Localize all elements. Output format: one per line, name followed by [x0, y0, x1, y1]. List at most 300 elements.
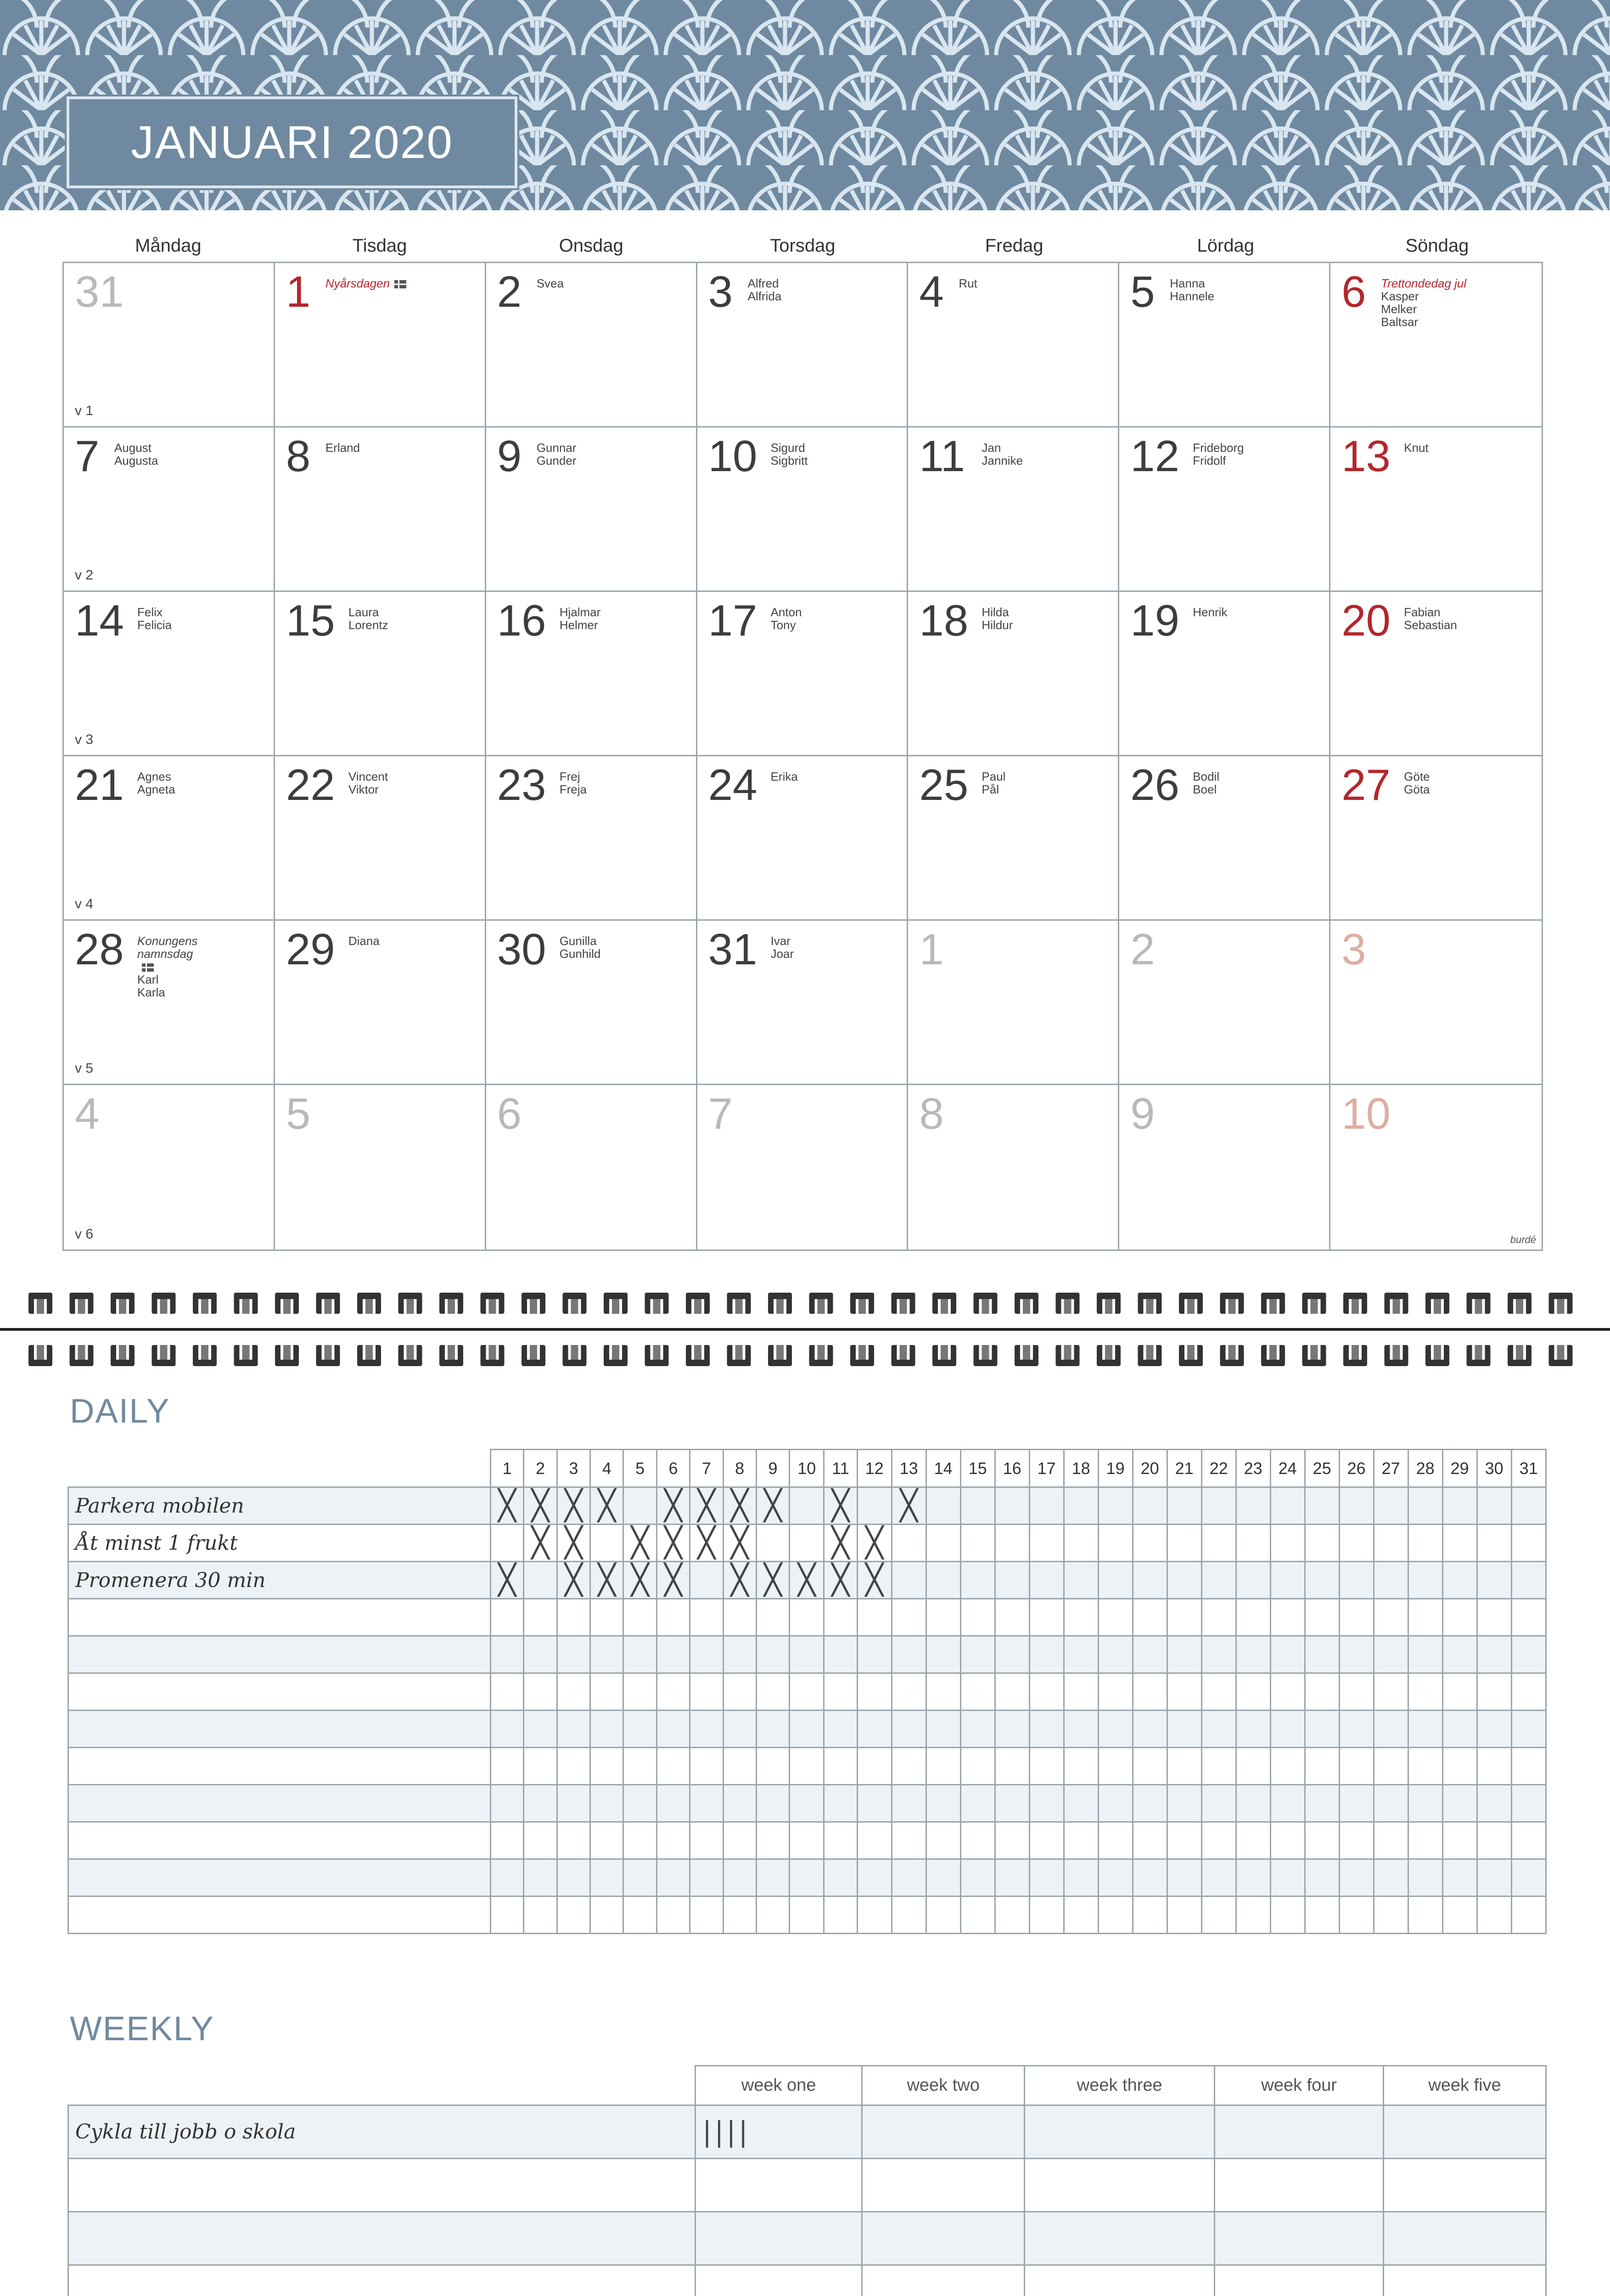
- day-cell[interactable]: [1330, 263, 1542, 428]
- habit-check-cell[interactable]: [656, 1822, 690, 1859]
- tally-cell[interactable]: [1384, 2159, 1546, 2212]
- habit-check-cell[interactable]: [756, 1673, 789, 1711]
- habit-check-cell[interactable]: [690, 1525, 723, 1562]
- day-cell[interactable]: [697, 592, 909, 756]
- tally-cell[interactable]: [1215, 2212, 1384, 2265]
- habit-check-cell[interactable]: [1270, 1785, 1305, 1822]
- habit-check-cell[interactable]: [824, 1636, 857, 1673]
- habit-check-cell[interactable]: [1167, 1896, 1201, 1934]
- habit-check-cell[interactable]: [1477, 1673, 1511, 1711]
- habit-check-cell[interactable]: [790, 1599, 824, 1636]
- habit-check-cell[interactable]: [1408, 1673, 1442, 1711]
- habit-check-cell[interactable]: [1374, 1673, 1408, 1711]
- habit-check-cell[interactable]: [1305, 1636, 1339, 1673]
- habit-check-cell[interactable]: [557, 1636, 590, 1673]
- habit-check-cell[interactable]: [524, 1673, 557, 1711]
- habit-check-cell[interactable]: [756, 1896, 789, 1934]
- habit-label[interactable]: Åt minst 1 frukt: [68, 1525, 491, 1562]
- habit-check-cell[interactable]: [1098, 1599, 1133, 1636]
- habit-check-cell[interactable]: [1511, 1896, 1546, 1934]
- habit-check-cell[interactable]: [1442, 1785, 1477, 1822]
- habit-check-cell[interactable]: [1167, 1711, 1201, 1748]
- habit-check-cell[interactable]: [926, 1636, 960, 1673]
- habit-check-cell[interactable]: [623, 1487, 656, 1525]
- habit-check-cell[interactable]: [1305, 1748, 1339, 1785]
- tally-cell[interactable]: [696, 2265, 862, 2296]
- habit-check-cell[interactable]: [723, 1599, 756, 1636]
- day-cell[interactable]: [697, 921, 909, 1085]
- habit-check-cell[interactable]: [1374, 1859, 1408, 1896]
- habit-check-cell[interactable]: [690, 1896, 723, 1934]
- habit-check-cell[interactable]: [1167, 1785, 1201, 1822]
- habit-check-cell[interactable]: [790, 1748, 824, 1785]
- habit-label[interactable]: [68, 1599, 491, 1636]
- habit-label[interactable]: Promenera 30 min: [68, 1562, 491, 1599]
- habit-check-cell[interactable]: [1270, 1896, 1305, 1934]
- habit-check-cell[interactable]: [524, 1525, 557, 1562]
- tally-cell[interactable]: [1215, 2105, 1384, 2159]
- day-cell[interactable]: [486, 263, 697, 428]
- habit-check-cell[interactable]: [491, 1636, 524, 1673]
- habit-check-cell[interactable]: [995, 1896, 1029, 1934]
- habit-check-cell[interactable]: [1133, 1859, 1167, 1896]
- habit-check-cell[interactable]: [1408, 1896, 1442, 1934]
- habit-check-cell[interactable]: [1408, 1711, 1442, 1748]
- habit-check-cell[interactable]: [491, 1896, 524, 1934]
- habit-check-cell[interactable]: [960, 1599, 995, 1636]
- habit-check-cell[interactable]: [690, 1859, 723, 1896]
- habit-check-cell[interactable]: [960, 1636, 995, 1673]
- habit-check-cell[interactable]: [590, 1599, 623, 1636]
- habit-check-cell[interactable]: [524, 1859, 557, 1896]
- habit-check-cell[interactable]: [1374, 1822, 1408, 1859]
- tally-cell[interactable]: [862, 2212, 1025, 2265]
- day-cell[interactable]: [64, 921, 275, 1085]
- habit-check-cell[interactable]: [656, 1896, 690, 1934]
- habit-check-cell[interactable]: [926, 1525, 960, 1562]
- day-cell[interactable]: [697, 263, 909, 428]
- habit-check-cell[interactable]: [790, 1711, 824, 1748]
- habit-check-cell[interactable]: [1236, 1487, 1270, 1525]
- habit-check-cell[interactable]: [690, 1599, 723, 1636]
- habit-check-cell[interactable]: [1477, 1562, 1511, 1599]
- habit-check-cell[interactable]: [1236, 1525, 1270, 1562]
- habit-check-cell[interactable]: [623, 1748, 656, 1785]
- habit-label[interactable]: [68, 1711, 491, 1748]
- habit-check-cell[interactable]: [1064, 1896, 1098, 1934]
- day-cell[interactable]: [1119, 756, 1330, 921]
- habit-check-cell[interactable]: [1133, 1748, 1167, 1785]
- habit-check-cell[interactable]: [892, 1748, 926, 1785]
- habit-check-cell[interactable]: [1167, 1822, 1201, 1859]
- habit-check-cell[interactable]: [1339, 1487, 1374, 1525]
- habit-check-cell[interactable]: [892, 1711, 926, 1748]
- habit-check-cell[interactable]: [995, 1525, 1029, 1562]
- habit-check-cell[interactable]: [1442, 1859, 1477, 1896]
- habit-check-cell[interactable]: [892, 1896, 926, 1934]
- habit-check-cell[interactable]: [857, 1525, 892, 1562]
- habit-check-cell[interactable]: [1270, 1859, 1305, 1896]
- habit-check-cell[interactable]: [557, 1673, 590, 1711]
- habit-check-cell[interactable]: [857, 1896, 892, 1934]
- habit-check-cell[interactable]: [690, 1673, 723, 1711]
- habit-check-cell[interactable]: [824, 1711, 857, 1748]
- habit-check-cell[interactable]: [623, 1525, 656, 1562]
- habit-check-cell[interactable]: [491, 1711, 524, 1748]
- habit-check-cell[interactable]: [1408, 1525, 1442, 1562]
- habit-check-cell[interactable]: [623, 1859, 656, 1896]
- habit-check-cell[interactable]: [892, 1487, 926, 1525]
- habit-check-cell[interactable]: [1133, 1896, 1167, 1934]
- habit-check-cell[interactable]: [524, 1748, 557, 1785]
- habit-label[interactable]: [68, 1785, 491, 1822]
- habit-check-cell[interactable]: [1442, 1711, 1477, 1748]
- habit-check-cell[interactable]: [790, 1673, 824, 1711]
- habit-check-cell[interactable]: [1374, 1599, 1408, 1636]
- habit-check-cell[interactable]: [690, 1711, 723, 1748]
- habit-check-cell[interactable]: [1477, 1711, 1511, 1748]
- day-cell[interactable]: [1119, 1085, 1330, 1249]
- habit-check-cell[interactable]: [1511, 1525, 1546, 1562]
- habit-check-cell[interactable]: [995, 1599, 1029, 1636]
- habit-check-cell[interactable]: [1236, 1711, 1270, 1748]
- day-cell[interactable]: [1119, 263, 1330, 428]
- habit-check-cell[interactable]: [723, 1859, 756, 1896]
- habit-check-cell[interactable]: [857, 1748, 892, 1785]
- tally-cell[interactable]: [1215, 2159, 1384, 2212]
- habit-check-cell[interactable]: [857, 1785, 892, 1822]
- habit-check-cell[interactable]: [857, 1599, 892, 1636]
- habit-check-cell[interactable]: [1029, 1785, 1064, 1822]
- habit-check-cell[interactable]: [1511, 1636, 1546, 1673]
- habit-check-cell[interactable]: [892, 1859, 926, 1896]
- habit-check-cell[interactable]: [656, 1748, 690, 1785]
- habit-check-cell[interactable]: [756, 1636, 789, 1673]
- habit-check-cell[interactable]: [1511, 1822, 1546, 1859]
- habit-check-cell[interactable]: [1270, 1487, 1305, 1525]
- habit-check-cell[interactable]: [491, 1748, 524, 1785]
- habit-check-cell[interactable]: [1339, 1896, 1374, 1934]
- habit-check-cell[interactable]: [1270, 1599, 1305, 1636]
- habit-check-cell[interactable]: [723, 1636, 756, 1673]
- habit-check-cell[interactable]: [995, 1562, 1029, 1599]
- habit-check-cell[interactable]: [1408, 1562, 1442, 1599]
- habit-check-cell[interactable]: [491, 1859, 524, 1896]
- habit-check-cell[interactable]: [1133, 1636, 1167, 1673]
- habit-check-cell[interactable]: [1201, 1748, 1236, 1785]
- habit-check-cell[interactable]: [1098, 1748, 1133, 1785]
- habit-check-cell[interactable]: [1374, 1748, 1408, 1785]
- habit-check-cell[interactable]: [1098, 1673, 1133, 1711]
- habit-check-cell[interactable]: [656, 1487, 690, 1525]
- habit-check-cell[interactable]: [1477, 1599, 1511, 1636]
- habit-check-cell[interactable]: [1305, 1673, 1339, 1711]
- habit-check-cell[interactable]: [1270, 1748, 1305, 1785]
- habit-check-cell[interactable]: [960, 1711, 995, 1748]
- habit-check-cell[interactable]: [1305, 1599, 1339, 1636]
- habit-check-cell[interactable]: [1029, 1673, 1064, 1711]
- habit-check-cell[interactable]: [1305, 1859, 1339, 1896]
- habit-check-cell[interactable]: [926, 1785, 960, 1822]
- habit-check-cell[interactable]: [1374, 1896, 1408, 1934]
- habit-check-cell[interactable]: [524, 1636, 557, 1673]
- day-cell[interactable]: [1330, 921, 1542, 1085]
- habit-check-cell[interactable]: [491, 1525, 524, 1562]
- habit-check-cell[interactable]: [1305, 1822, 1339, 1859]
- habit-label[interactable]: [68, 1673, 491, 1711]
- habit-check-cell[interactable]: [623, 1711, 656, 1748]
- habit-check-cell[interactable]: [1305, 1487, 1339, 1525]
- habit-check-cell[interactable]: [590, 1859, 623, 1896]
- habit-check-cell[interactable]: [723, 1711, 756, 1748]
- habit-check-cell[interactable]: [491, 1599, 524, 1636]
- habit-check-cell[interactable]: [590, 1487, 623, 1525]
- tally-cell[interactable]: [862, 2105, 1025, 2159]
- habit-check-cell[interactable]: [1511, 1487, 1546, 1525]
- day-cell[interactable]: [275, 756, 486, 921]
- habit-check-cell[interactable]: [1374, 1562, 1408, 1599]
- habit-check-cell[interactable]: [1408, 1636, 1442, 1673]
- day-cell[interactable]: [697, 1085, 909, 1249]
- habit-check-cell[interactable]: [790, 1562, 824, 1599]
- habit-check-cell[interactable]: [1339, 1599, 1374, 1636]
- habit-check-cell[interactable]: [1167, 1525, 1201, 1562]
- habit-check-cell[interactable]: [1339, 1525, 1374, 1562]
- habit-check-cell[interactable]: [1064, 1822, 1098, 1859]
- habit-check-cell[interactable]: [1236, 1785, 1270, 1822]
- habit-check-cell[interactable]: [995, 1748, 1029, 1785]
- habit-check-cell[interactable]: [1201, 1896, 1236, 1934]
- habit-check-cell[interactable]: [656, 1673, 690, 1711]
- habit-check-cell[interactable]: [723, 1562, 756, 1599]
- habit-check-cell[interactable]: [1029, 1748, 1064, 1785]
- habit-check-cell[interactable]: [1408, 1785, 1442, 1822]
- habit-check-cell[interactable]: [1477, 1636, 1511, 1673]
- habit-check-cell[interactable]: [1201, 1562, 1236, 1599]
- day-cell[interactable]: [486, 428, 697, 592]
- day-cell[interactable]: [1119, 592, 1330, 756]
- day-cell[interactable]: [908, 921, 1119, 1085]
- day-cell[interactable]: [64, 756, 275, 921]
- tally-cell[interactable]: [1384, 2212, 1546, 2265]
- day-cell[interactable]: [908, 592, 1119, 756]
- habit-check-cell[interactable]: [1064, 1599, 1098, 1636]
- habit-check-cell[interactable]: [1236, 1562, 1270, 1599]
- habit-check-cell[interactable]: [1477, 1859, 1511, 1896]
- habit-check-cell[interactable]: [892, 1785, 926, 1822]
- habit-check-cell[interactable]: [1236, 1636, 1270, 1673]
- day-cell[interactable]: [1119, 428, 1330, 592]
- habit-check-cell[interactable]: [926, 1599, 960, 1636]
- habit-check-cell[interactable]: [1236, 1748, 1270, 1785]
- habit-check-cell[interactable]: [557, 1822, 590, 1859]
- habit-check-cell[interactable]: [1133, 1822, 1167, 1859]
- habit-check-cell[interactable]: [995, 1487, 1029, 1525]
- weekly-habit-label[interactable]: [68, 2265, 696, 2296]
- habit-check-cell[interactable]: [1098, 1487, 1133, 1525]
- habit-check-cell[interactable]: [1339, 1673, 1374, 1711]
- habit-check-cell[interactable]: [524, 1822, 557, 1859]
- habit-check-cell[interactable]: [892, 1636, 926, 1673]
- habit-check-cell[interactable]: [623, 1599, 656, 1636]
- habit-check-cell[interactable]: [723, 1748, 756, 1785]
- habit-check-cell[interactable]: [656, 1525, 690, 1562]
- habit-check-cell[interactable]: [590, 1896, 623, 1934]
- habit-check-cell[interactable]: [1374, 1487, 1408, 1525]
- habit-check-cell[interactable]: [690, 1562, 723, 1599]
- habit-check-cell[interactable]: [1511, 1673, 1546, 1711]
- day-cell[interactable]: [275, 263, 486, 428]
- habit-check-cell[interactable]: [995, 1636, 1029, 1673]
- habit-check-cell[interactable]: [790, 1487, 824, 1525]
- habit-check-cell[interactable]: [1442, 1525, 1477, 1562]
- habit-check-cell[interactable]: [1442, 1748, 1477, 1785]
- habit-check-cell[interactable]: [926, 1673, 960, 1711]
- habit-check-cell[interactable]: [1167, 1673, 1201, 1711]
- tally-cell[interactable]: [1025, 2212, 1215, 2265]
- habit-check-cell[interactable]: [590, 1636, 623, 1673]
- habit-check-cell[interactable]: [1477, 1487, 1511, 1525]
- habit-check-cell[interactable]: [524, 1562, 557, 1599]
- habit-check-cell[interactable]: [557, 1896, 590, 1934]
- habit-check-cell[interactable]: [590, 1822, 623, 1859]
- habit-check-cell[interactable]: [756, 1711, 789, 1748]
- habit-check-cell[interactable]: [723, 1525, 756, 1562]
- habit-check-cell[interactable]: [1339, 1822, 1374, 1859]
- habit-check-cell[interactable]: [824, 1487, 857, 1525]
- habit-check-cell[interactable]: [1064, 1711, 1098, 1748]
- habit-check-cell[interactable]: [1064, 1562, 1098, 1599]
- habit-check-cell[interactable]: [1236, 1673, 1270, 1711]
- habit-check-cell[interactable]: [824, 1859, 857, 1896]
- day-cell[interactable]: [486, 592, 697, 756]
- habit-check-cell[interactable]: [892, 1525, 926, 1562]
- day-cell[interactable]: [275, 1085, 486, 1249]
- habit-check-cell[interactable]: [1270, 1525, 1305, 1562]
- habit-check-cell[interactable]: [1339, 1859, 1374, 1896]
- weekly-habit-label[interactable]: [68, 2212, 696, 2265]
- habit-check-cell[interactable]: [557, 1711, 590, 1748]
- habit-check-cell[interactable]: [623, 1896, 656, 1934]
- habit-check-cell[interactable]: [1133, 1785, 1167, 1822]
- habit-check-cell[interactable]: [1442, 1673, 1477, 1711]
- habit-check-cell[interactable]: [995, 1711, 1029, 1748]
- habit-check-cell[interactable]: [1029, 1562, 1064, 1599]
- habit-check-cell[interactable]: [1442, 1562, 1477, 1599]
- habit-check-cell[interactable]: [656, 1711, 690, 1748]
- habit-check-cell[interactable]: [491, 1562, 524, 1599]
- habit-check-cell[interactable]: [1064, 1487, 1098, 1525]
- habit-check-cell[interactable]: [690, 1785, 723, 1822]
- habit-check-cell[interactable]: [857, 1636, 892, 1673]
- habit-check-cell[interactable]: [790, 1525, 824, 1562]
- habit-check-cell[interactable]: [1270, 1711, 1305, 1748]
- habit-check-cell[interactable]: [756, 1748, 789, 1785]
- habit-check-cell[interactable]: [1442, 1822, 1477, 1859]
- habit-label[interactable]: [68, 1748, 491, 1785]
- day-cell[interactable]: [908, 1085, 1119, 1249]
- habit-check-cell[interactable]: [1098, 1822, 1133, 1859]
- tally-cell[interactable]: ||||: [696, 2105, 862, 2159]
- habit-check-cell[interactable]: [892, 1562, 926, 1599]
- habit-check-cell[interactable]: [1339, 1748, 1374, 1785]
- habit-check-cell[interactable]: [960, 1785, 995, 1822]
- habit-check-cell[interactable]: [557, 1785, 590, 1822]
- habit-check-cell[interactable]: [1442, 1599, 1477, 1636]
- habit-check-cell[interactable]: [1064, 1859, 1098, 1896]
- habit-check-cell[interactable]: [1133, 1711, 1167, 1748]
- habit-check-cell[interactable]: [1408, 1599, 1442, 1636]
- tally-cell[interactable]: [696, 2212, 862, 2265]
- day-cell[interactable]: [908, 263, 1119, 428]
- habit-check-cell[interactable]: [926, 1562, 960, 1599]
- habit-check-cell[interactable]: [690, 1636, 723, 1673]
- habit-check-cell[interactable]: [1201, 1487, 1236, 1525]
- habit-check-cell[interactable]: [960, 1525, 995, 1562]
- habit-check-cell[interactable]: [557, 1599, 590, 1636]
- habit-check-cell[interactable]: [1339, 1785, 1374, 1822]
- day-cell[interactable]: [1330, 756, 1542, 921]
- habit-check-cell[interactable]: [1064, 1673, 1098, 1711]
- habit-check-cell[interactable]: [1442, 1636, 1477, 1673]
- habit-check-cell[interactable]: [656, 1785, 690, 1822]
- tally-cell[interactable]: [696, 2159, 862, 2212]
- habit-check-cell[interactable]: [1064, 1636, 1098, 1673]
- habit-check-cell[interactable]: [491, 1487, 524, 1525]
- habit-check-cell[interactable]: [590, 1673, 623, 1711]
- habit-check-cell[interactable]: [557, 1859, 590, 1896]
- habit-check-cell[interactable]: [1201, 1711, 1236, 1748]
- habit-check-cell[interactable]: [857, 1487, 892, 1525]
- habit-check-cell[interactable]: [1201, 1859, 1236, 1896]
- habit-check-cell[interactable]: [892, 1599, 926, 1636]
- habit-check-cell[interactable]: [557, 1487, 590, 1525]
- habit-check-cell[interactable]: [1098, 1859, 1133, 1896]
- habit-check-cell[interactable]: [723, 1785, 756, 1822]
- day-cell[interactable]: [697, 756, 909, 921]
- habit-check-cell[interactable]: [1374, 1711, 1408, 1748]
- day-cell[interactable]: [1330, 592, 1542, 756]
- habit-check-cell[interactable]: [1270, 1562, 1305, 1599]
- habit-check-cell[interactable]: [1305, 1896, 1339, 1934]
- habit-check-cell[interactable]: [656, 1599, 690, 1636]
- habit-check-cell[interactable]: [960, 1673, 995, 1711]
- habit-check-cell[interactable]: [926, 1822, 960, 1859]
- habit-check-cell[interactable]: [1167, 1599, 1201, 1636]
- habit-check-cell[interactable]: [926, 1896, 960, 1934]
- habit-check-cell[interactable]: [524, 1711, 557, 1748]
- habit-check-cell[interactable]: [1442, 1487, 1477, 1525]
- habit-check-cell[interactable]: [995, 1859, 1029, 1896]
- habit-check-cell[interactable]: [1167, 1859, 1201, 1896]
- habit-check-cell[interactable]: [557, 1525, 590, 1562]
- habit-check-cell[interactable]: [1511, 1599, 1546, 1636]
- habit-check-cell[interactable]: [1201, 1636, 1236, 1673]
- habit-check-cell[interactable]: [1408, 1859, 1442, 1896]
- habit-check-cell[interactable]: [756, 1822, 789, 1859]
- weekly-habit-label[interactable]: [68, 2159, 696, 2212]
- habit-check-cell[interactable]: [824, 1822, 857, 1859]
- habit-check-cell[interactable]: [1374, 1636, 1408, 1673]
- day-cell[interactable]: [64, 592, 275, 756]
- day-cell[interactable]: [486, 1085, 697, 1249]
- day-cell[interactable]: [64, 428, 275, 592]
- habit-check-cell[interactable]: [1270, 1673, 1305, 1711]
- habit-check-cell[interactable]: [1201, 1599, 1236, 1636]
- habit-check-cell[interactable]: [623, 1785, 656, 1822]
- habit-check-cell[interactable]: [960, 1748, 995, 1785]
- habit-check-cell[interactable]: [995, 1785, 1029, 1822]
